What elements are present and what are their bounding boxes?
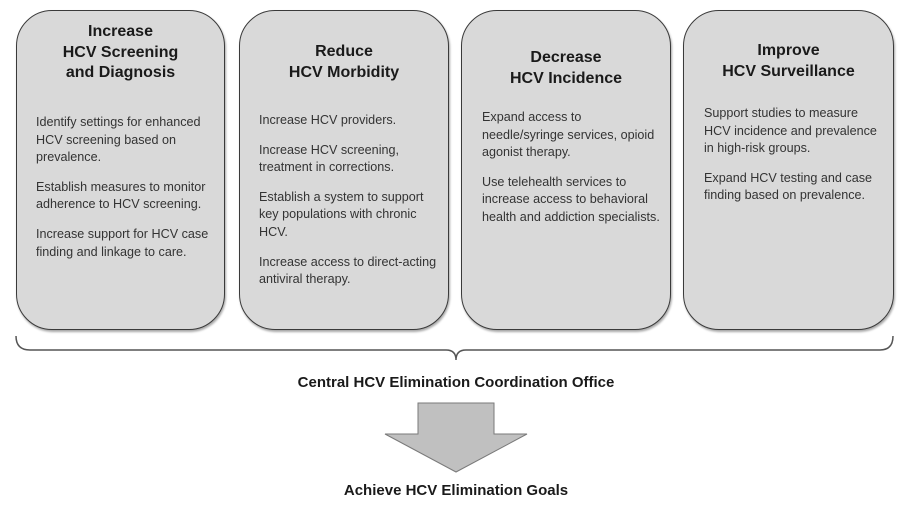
box-item: Increase HCV screening, treatment in corrections.	[259, 142, 399, 175]
box-item: Increase support for HCV case finding and linkage to care.	[36, 226, 209, 259]
bracket	[16, 336, 893, 360]
box-item: Increase HCV providers.	[259, 113, 397, 127]
box-item: Increase access to direct-acting antiviral therapy.	[259, 254, 437, 287]
down-arrow-icon	[385, 403, 527, 472]
elimination-goals-label: Achieve HCV Elimination Goals	[343, 482, 569, 499]
central-office-label: Central HCV Elimination Coordination Office	[297, 374, 615, 391]
box-title: Increase HCV Screening and Diagnosis	[62, 23, 179, 81]
box-item: Expand HCV testing and case finding based on prevalence.	[704, 170, 873, 203]
box-title: Reduce HCV Morbidity	[288, 43, 400, 81]
box-item: Expand access to needle/syringe services, opioid agonist therapy.	[482, 110, 655, 160]
box-title: Improve HCV Surveillance	[722, 42, 855, 80]
box-title: Decrease HCV Incidence	[509, 49, 623, 87]
box-item: Support studies to measure HCV incidence and prevalence in high-risk groups.	[704, 106, 877, 156]
box-item: Identify settings for enhanced HCV screening based on prevalence.	[36, 115, 201, 165]
box-item: Establish measures to monitor adherence to HCV screening.	[36, 179, 206, 212]
box-item: Use telehealth services to increase access to behavioral health and addiction specialists.	[482, 174, 660, 224]
box-item: Establish a system to support key populations with chronic HCV.	[259, 189, 424, 239]
